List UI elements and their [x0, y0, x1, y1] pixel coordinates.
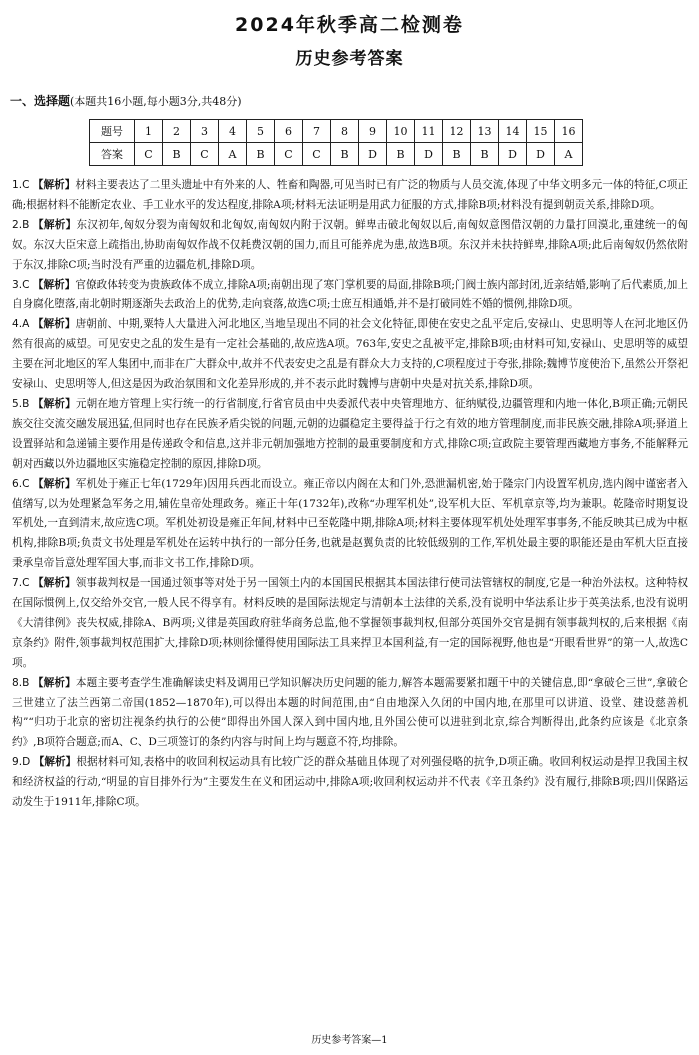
question-number-cell: 6 — [275, 120, 303, 143]
question-number-cell: 16 — [555, 120, 583, 143]
question-number-cell: 4 — [219, 120, 247, 143]
question-number-cell: 13 — [471, 120, 499, 143]
answer-cell: D — [359, 143, 387, 166]
analysis-tag: 【解析】 — [32, 318, 76, 331]
analysis-tag: 【解析】 — [32, 676, 76, 689]
analysis-tag: 【解析】 — [32, 397, 76, 410]
item-text: 本题主要考查学生准确解读史料及调用已学知识解决历史问题的能力,解答本题需要紧扣题干中的关键信息,即“拿破仑三世”,拿破仑三世建立了法兰西第二帝国(1852—1870年),可以得出本题的时间范围,由“自由地深入久闭的中国内地,在那里可以讲道、设堂、建设慈善机构”“归功于北京的密切注视条约执行的公使”即得出外国人深入到中国内地,且外国公使可以进驻到北京,综合判断得出,此条约应该是《北京条约》,B项符合题意;而A、C、D三项签订的条约内容与时间上均与题意不符,均排除。 — [12, 676, 688, 749]
answer-cell: C — [303, 143, 331, 166]
item-number: 7.C — [12, 577, 30, 590]
answer-cell: B — [331, 143, 359, 166]
item-number: 1.C — [12, 179, 30, 191]
explanation-item — [12, 475, 688, 575]
question-number-cell: 11 — [415, 120, 443, 143]
question-number-cell: 9 — [359, 120, 387, 143]
question-number-cell: 5 — [247, 120, 275, 143]
question-number-cell: 10 — [387, 120, 415, 143]
item-text: 唐朝前、中期,粟特人大量进入河北地区,当地呈现出不同的社会文化特征,即使在安史之乱平定后,安禄山、史思明等人在河北地区仍然有很高的威望。可见安史之乱的发生是有一定社会基础的,故应选A项。763年,安史之乱被平定,排除B项;由材料可知,安禄山、史思明等的威望主要在河北地区的军人集团中,而非在广大群众中,故并不代表安史之乱是有群众大力支持的,C项程度过于夸张,排除;魏博节度使治下,虽然公开祭祀安禄山、史思明等人,但这是因为政治氛围和文化差异形成的,并不表示此时魏博与唐朝中央是对抗关系,排除D项。 — [12, 318, 688, 391]
item-number: 4.A — [12, 318, 30, 331]
item-number: 5.B — [12, 397, 30, 410]
question-number-cell: 2 — [163, 120, 191, 143]
analysis-tag: 【解析】 — [33, 218, 77, 231]
analysis-tag: 【解析】 — [32, 179, 76, 191]
item-number: 2.B — [12, 218, 30, 231]
explanation-item — [12, 315, 688, 395]
analysis-tag: 【解析】 — [32, 278, 76, 291]
explanation-item — [12, 753, 688, 813]
item-number: 3.C — [12, 278, 30, 291]
question-number-cell: 7 — [303, 120, 331, 143]
answer-cell: D — [415, 143, 443, 166]
explanation-item — [12, 216, 688, 276]
section-note: (本题共16小题,每小题3分,共48分) — [70, 95, 242, 108]
answer-cell: B — [163, 143, 191, 166]
answer-cell: D — [527, 143, 555, 166]
analysis-tag: 【解析】 — [32, 577, 76, 590]
explanation-item — [12, 176, 688, 216]
question-number-cell: 12 — [443, 120, 471, 143]
answer-cell: C — [135, 143, 163, 166]
item-text: 领事裁判权是一国通过领事等对处于另一国领土内的本国国民根据其本国法律行使司法管辖权的制度,它是一种治外法权。这种特权在国际惯例上,仅交给外交官,一般人民不得享有。材料反映的是国际法规定与清朝本土法律的关系,没有说明中华法系让步于英美法系,也没有说明《大清律例》丧失权威,排除A、B两项;义律是英国政府驻华商务总监,他不掌握领事裁判权,但部分英国外交官是拥有领事裁判权的,后来根据《南京条约》附件,领事裁判权范围扩大,排除D项;林则徐懂得使用国际法工具来捍卫本国利益,有一定的国际视野,他也是“开眼看世界”的第一人,故选C项。 — [12, 577, 688, 669]
item-number: 8.B — [12, 676, 30, 689]
answer-cell: B — [471, 143, 499, 166]
explanation-item — [12, 674, 688, 754]
item-number: 9.D — [12, 756, 31, 769]
page-title: 2024年秋季高二检测卷 — [235, 14, 464, 36]
question-number-cell: 15 — [527, 120, 555, 143]
question-number-cell: 14 — [499, 120, 527, 143]
answer-cell: A — [219, 143, 247, 166]
explanation-item — [12, 574, 688, 674]
answer-table — [89, 119, 583, 166]
item-text: 官僚政体转变为贵族政体不成立,排除A项;南朝出现了寒门掌机要的局面,排除B项;门阀士族内部封闭,近亲结婚,影响了后代素质,加上自身腐化堕落,南北朝时期逐渐失去政治上的优势,走向衰落,故选C项;士庶互相通婚,并不是打破同姓不婚的惯例,排除D项。 — [12, 278, 688, 311]
question-number-row — [90, 120, 583, 143]
analysis-tag: 【解析】 — [33, 756, 77, 769]
row-label-number: 题号 — [90, 120, 135, 143]
answer-cell: C — [275, 143, 303, 166]
row-label-answer: 答案 — [90, 143, 135, 166]
item-text: 根据材料可知,表格中的收回利权运动具有比较广泛的群众基础且体现了对列强侵略的抗争,D项正确。收回利权运动是捍卫我国主权和经济权益的行动,“明显的盲目排外行为”主要发生在义和团运动中,排除A项;收回利权运动并不代表《辛丑条约》没有履行,排除B项;四川保路运动发生于1911年,排除C项。 — [12, 756, 689, 809]
item-number: 6.C — [12, 477, 30, 490]
explanation-item — [12, 276, 688, 316]
question-number-cell: 8 — [331, 120, 359, 143]
item-text: 材料主要表达了二里头遗址中有外来的人、牲畜和陶器,可见当时已有广泛的物质与人员交流,体现了中华文明多元一体的特征,C项正确;根据材料不能断定农业、手工业水平的发达程度,排除A项;材料无法证明是用武力征服的方式,排除B项;材料没有提到朝贡关系,排除D项。 — [12, 179, 689, 211]
explanation-list — [12, 176, 688, 813]
section-label: 一、选择题 — [10, 94, 71, 108]
answer-cell: B — [247, 143, 275, 166]
item-text: 元朝在地方管理上实行统一的行省制度,行省官员由中央委派代表中央管理地方、征纳赋役,边疆管理和内地一体化,B项正确;元朝民族交往交流交融发展迅猛,但同时也存在民族矛盾尖锐的问题,元朝的边疆稳定主要得益于行之有效的地方管理制度,而非民族交融,排除A项;驿道上设置驿站和急递铺主要作用是传递政令和信息,这并非元朝加强地方控制的最重要制度和方式,排除C项;宣政院主要管理西藏地方事务,不能解释元朝对西藏以外边疆地区实施稳定控制的原因,排除D项。 — [12, 397, 689, 470]
page-footer: 历史参考答案—1 — [311, 1035, 388, 1046]
section-heading — [10, 92, 242, 109]
item-text: 军机处于雍正七年(1729年)因用兵西北而设立。雍正帝以内阁在太和门外,恐泄漏机密,始于隆宗门内设置军机房,选内阁中谨密者入值缮写,以为处理紧急军务之用,辅佐皇帝处理政务。雍正十年(1732年),改称“办理军机处”,设军机大臣、军机章京等,均为兼职。乾隆帝时期复设军机处,一直到清末,故应选C项。军机处初设是雍正年间,材料中已至乾隆中期,排除A项;材料主要体现军机处处理军事事务,不能反映其已成为中枢机构,排除B项;负责文书处理是军机处在运转中执行的一部分任务,也就是赵翼负责的比较低级别的工作,军机处最主要的职能还是由军机大臣直接秉承皇帝旨意处理军国大事,而非文书工作,排除D项。 — [12, 477, 689, 570]
analysis-tag: 【解析】 — [32, 477, 76, 490]
answer-cell: A — [555, 143, 583, 166]
answer-cell: C — [191, 143, 219, 166]
page-subtitle: 历史参考答案 — [295, 49, 404, 69]
answer-cell: D — [499, 143, 527, 166]
explanation-item — [12, 395, 688, 475]
question-number-cell: 1 — [135, 120, 163, 143]
question-number-cell: 3 — [191, 120, 219, 143]
answer-cell: B — [387, 143, 415, 166]
item-text: 东汉初年,匈奴分裂为南匈奴和北匈奴,南匈奴内附于汉朝。鲜卑击破北匈奴以后,南匈奴意图借汉朝的力量打回漠北,重建统一的匈奴。东汉大臣宋意上疏指出,协助南匈奴作战不仅耗费汉朝的国力,而且可能养虎为患,故选B项。东汉并未扶持鲜卑,排除A项;此后南匈奴仍然依附于东汉,排除C项;当时没有严重的边疆危机,排除D项。 — [12, 218, 688, 271]
answer-row — [90, 143, 583, 166]
answer-cell: B — [443, 143, 471, 166]
